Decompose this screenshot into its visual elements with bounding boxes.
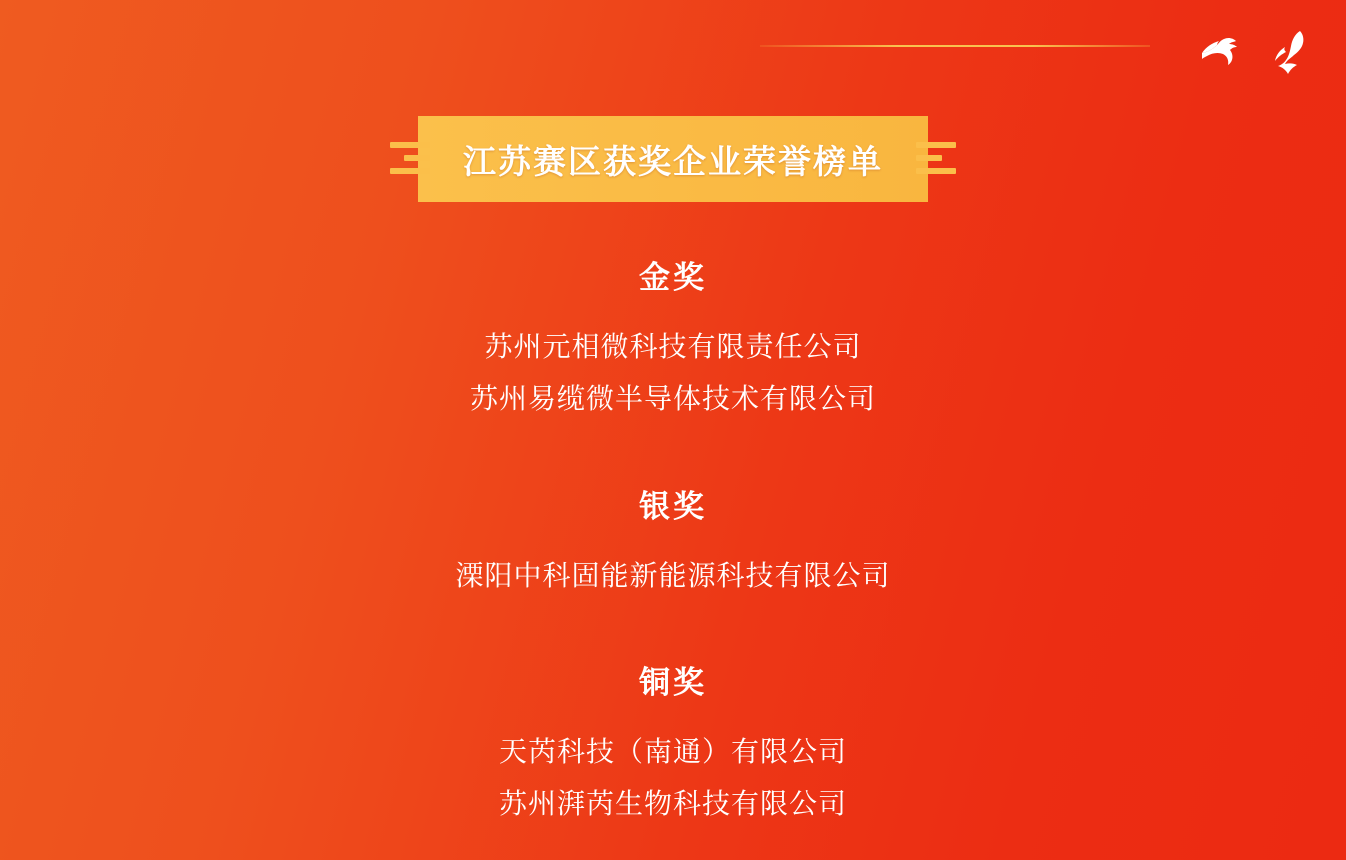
award-level-title: 铜奖	[639, 665, 707, 701]
winner-name: 苏州湃芮生物科技有限公司	[498, 788, 847, 820]
award-group-bronze	[0, 657, 1346, 830]
dove-icon	[1270, 28, 1314, 84]
winner-name: 溧阳中科固能新能源科技有限公司	[455, 559, 891, 591]
triple-bar-ornament-left	[390, 142, 430, 174]
page-title: 江苏赛区获奖企业荣誉榜单	[463, 142, 883, 180]
dove-icon	[1199, 28, 1247, 70]
winner-name: 苏州易缆微半导体技术有限公司	[469, 382, 876, 414]
award-group-gold	[0, 252, 1346, 425]
award-group-silver	[0, 481, 1346, 602]
award-list	[0, 252, 1346, 830]
triple-bar-ornament-right	[916, 142, 956, 174]
award-level-title: 金奖	[639, 260, 707, 295]
top-divider-line	[760, 45, 1150, 47]
winner-name: 苏州元相微科技有限责任公司	[484, 331, 862, 362]
winner-name: 天芮科技（南通）有限公司	[498, 736, 847, 768]
title-banner	[0, 116, 1346, 202]
award-level-title: 银奖	[639, 488, 707, 524]
